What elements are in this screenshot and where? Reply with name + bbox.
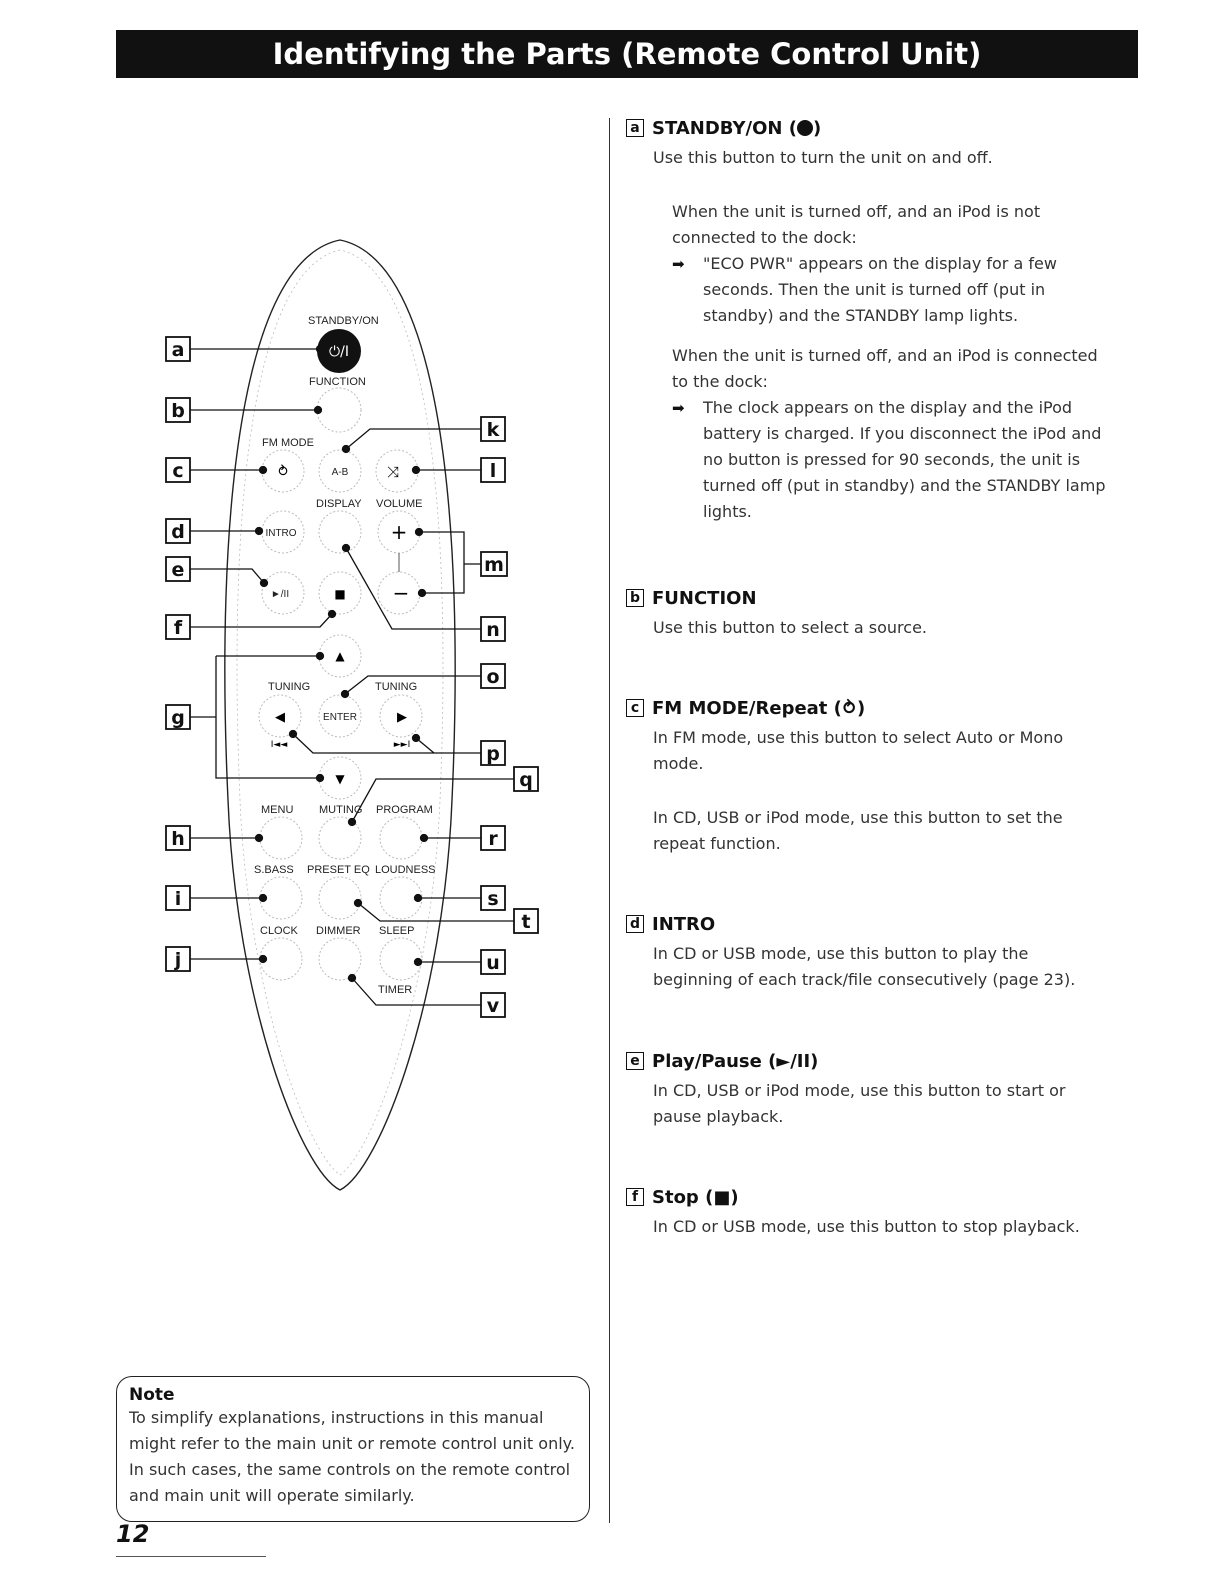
dimmer-button <box>319 938 361 980</box>
repeat-icon: ⥁ <box>278 464 288 480</box>
callout-v: v <box>486 995 500 1017</box>
section-fm-mode <box>626 696 1106 857</box>
callout-r: r <box>488 828 498 850</box>
section-title-end: ) <box>812 117 822 139</box>
section-text: In CD or USB mode, use this button to stop playback. <box>653 1217 1080 1236</box>
condition-paragraph-2: When the unit is turned off, and an iPod is connected to the dock: <box>672 346 1098 391</box>
label-preset-eq: PRESET EQ <box>307 864 370 876</box>
callout-a: a <box>171 339 185 361</box>
callout-o: o <box>486 666 500 688</box>
plus-icon: + <box>390 520 408 544</box>
right-arrow-icon: ▶ <box>397 710 407 725</box>
next-icon: ►►I <box>393 740 411 750</box>
callout-d: d <box>171 521 185 543</box>
section-letter: d <box>626 915 644 933</box>
callout-i: i <box>174 888 182 910</box>
callout-e: e <box>171 559 185 581</box>
section-title: STANDBY/ON ( <box>652 117 797 139</box>
label-display: DISPLAY <box>316 498 362 510</box>
page-number-underline <box>116 1556 266 1557</box>
bullet-2-text: The clock appears on the display and the iPod battery is charged. If you disconnect the iPod and no button is pressed for 90 seconds, the unit is turned off (put in standby) and the STANDBY lamp lights. <box>703 398 1106 521</box>
section-text: Use this button to turn the unit on and off. <box>653 148 993 167</box>
callout-j: j <box>174 949 182 971</box>
callout-n: n <box>486 619 500 641</box>
section-letter: f <box>626 1188 644 1206</box>
remote-control-diagram <box>150 236 550 1196</box>
page-number: 12 <box>116 1520 150 1548</box>
section-title: FM MODE/Repeat (⥁) <box>652 697 866 719</box>
section-text-2: In CD, USB or iPod mode, use this button to set the repeat function. <box>653 808 1063 853</box>
bullet-1 <box>672 251 1106 329</box>
intro-label: INTRO <box>265 528 297 539</box>
section-letter: c <box>626 699 644 717</box>
section-letter: a <box>626 119 644 137</box>
label-muting: MUTING <box>319 804 363 816</box>
left-arrow-icon: ◀ <box>275 710 285 725</box>
label-tuning-right: TUNING <box>375 681 418 693</box>
note-text: To simplify explanations, instructions in this manual might refer to the main unit or remote control unit only. In such cases, the same controls on the remote control and main unit will operate similarly. <box>129 1408 575 1505</box>
down-arrow-icon: ▼ <box>335 772 345 786</box>
callout-t: t <box>521 911 531 933</box>
label-function: FUNCTION <box>309 376 366 388</box>
label-volume: VOLUME <box>376 498 423 510</box>
page-title: Identifying the Parts (Remote Control Unit) <box>116 30 1138 78</box>
section-title: Play/Pause (►/II) <box>652 1050 819 1072</box>
section-letter: e <box>626 1052 644 1070</box>
section-play-pause <box>626 1049 1106 1130</box>
ab-label: A-B <box>331 467 349 478</box>
label-menu: MENU <box>261 804 294 816</box>
arrow-icon: ➡ <box>672 255 685 273</box>
label-clock: CLOCK <box>260 925 298 937</box>
callout-b: b <box>171 400 185 422</box>
section-heading <box>626 1185 1106 1209</box>
preset-eq-button <box>319 877 361 919</box>
callout-f: f <box>173 617 183 639</box>
enter-label: ENTER <box>323 712 357 723</box>
label-dimmer: DIMMER <box>316 925 361 937</box>
condition-paragraph-1: When the unit is turned off, and an iPod is not connected to the dock: <box>672 202 1041 247</box>
section-title: INTRO <box>652 913 716 935</box>
callout-letters-right <box>481 417 538 1017</box>
power-button-icon <box>797 120 813 136</box>
minus-icon: − <box>392 581 410 605</box>
display-button <box>319 511 361 553</box>
label-program: PROGRAM <box>376 804 433 816</box>
section-heading <box>626 116 1106 140</box>
shuffle-icon: ⤨ <box>386 463 400 481</box>
callout-m: m <box>484 554 504 576</box>
label-sleep: SLEEP <box>379 925 415 937</box>
label-fm-mode: FM MODE <box>262 437 314 449</box>
column-divider <box>609 118 610 1523</box>
callout-u: u <box>486 952 500 974</box>
stop-icon: ■ <box>334 587 346 601</box>
play-pause-label: ►/II <box>270 589 290 600</box>
bullet-1-text: "ECO PWR" appears on the display for a few seconds. Then the unit is turned off (put in standby) and the STANDBY lamp lights. <box>703 254 1057 325</box>
callout-k: k <box>486 419 500 441</box>
label-sbass: S.BASS <box>254 864 294 876</box>
power-icon: ⏻/I <box>329 344 349 360</box>
section-letter: b <box>626 589 644 607</box>
up-arrow-icon: ▲ <box>335 649 345 663</box>
callout-h: h <box>171 828 185 850</box>
callout-c: c <box>172 460 184 482</box>
section-text: In CD, USB or iPod mode, use this button to start or pause playback. <box>653 1081 1066 1126</box>
callout-p: p <box>486 743 500 765</box>
section-heading <box>626 1049 1106 1073</box>
section-function <box>626 586 1106 641</box>
section-intro <box>626 912 1106 993</box>
section-heading <box>626 912 1106 936</box>
label-timer: TIMER <box>378 984 413 996</box>
menu-button <box>260 817 302 859</box>
label-loudness: LOUDNESS <box>375 864 436 876</box>
section-title: FUNCTION <box>652 587 757 609</box>
arrow-icon: ➡ <box>672 399 685 417</box>
program-button <box>380 817 422 859</box>
callout-s: s <box>487 888 499 910</box>
section-stop <box>626 1185 1106 1240</box>
callout-l: l <box>489 460 497 482</box>
prev-icon: I◄◄ <box>270 740 288 750</box>
label-tuning-left: TUNING <box>268 681 311 693</box>
callout-letters-left <box>166 337 190 971</box>
callout-g: g <box>171 707 185 729</box>
callout-q: q <box>519 769 533 791</box>
function-button <box>317 388 361 432</box>
section-text: Use this button to select a source. <box>653 618 927 637</box>
note-box <box>116 1376 590 1522</box>
section-text: In CD or USB mode, use this button to play the beginning of each track/file consecutively (page 23). <box>653 944 1076 989</box>
bullet-2 <box>672 395 1106 525</box>
section-text-1: In FM mode, use this button to select Auto or Mono mode. <box>653 728 1064 773</box>
label-standby: STANDBY/ON <box>308 315 379 327</box>
section-title: Stop (■) <box>652 1186 739 1208</box>
section-heading <box>626 586 1106 610</box>
note-title: Note <box>129 1385 175 1405</box>
section-standby <box>626 116 1106 525</box>
section-heading <box>626 696 1106 720</box>
